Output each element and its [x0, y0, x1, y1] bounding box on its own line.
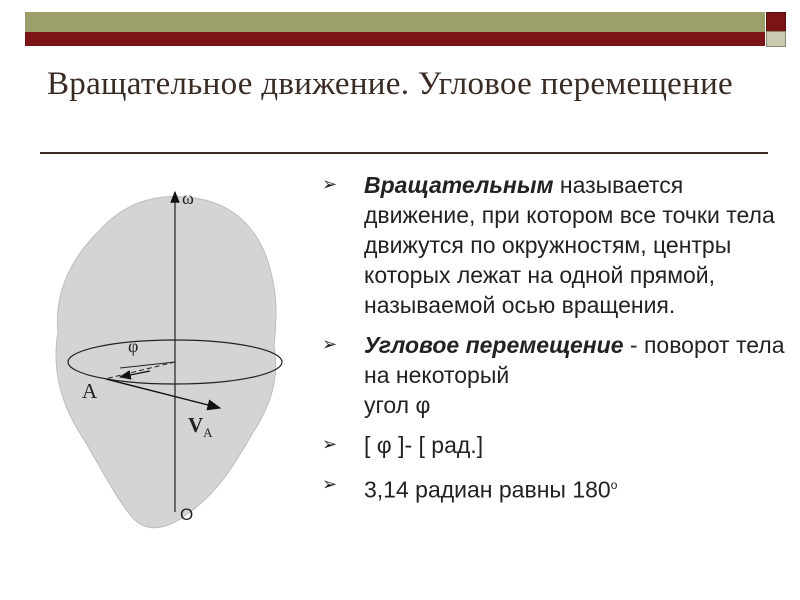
bullet-item — [322, 330, 792, 420]
phi-label: φ — [128, 336, 139, 356]
bullet-text: 3,14 радиан равны 180 — [364, 476, 611, 503]
bullet-text: [ φ ]- [ рад.] — [364, 432, 484, 458]
slide-title: Вращательное движение. Угловое перемещение — [47, 66, 733, 102]
header-bar-maroon — [25, 32, 765, 46]
bullet-list — [322, 170, 792, 515]
header-bar-olive — [25, 12, 765, 32]
omega-label: ω — [182, 188, 194, 208]
bullet-text-line2: угол φ — [364, 392, 431, 418]
bullet-text: - поворот тела на некоторый — [364, 332, 785, 388]
corner-decoration — [766, 12, 786, 32]
arrowhead-bullet-icon: ➢ — [322, 334, 338, 355]
title-divider — [40, 152, 768, 154]
bullet-item — [322, 430, 792, 460]
arrowhead-bullet-icon: ➢ — [322, 474, 338, 495]
axis-origin-label: O — [180, 505, 194, 524]
bullet-emphasis: Вращательным — [364, 172, 554, 198]
rigid-body-shape — [56, 197, 276, 528]
arrowhead-bullet-icon: ➢ — [322, 434, 338, 455]
bullet-item — [322, 170, 792, 320]
rotation-diagram — [40, 172, 320, 552]
bullet-item — [322, 470, 792, 505]
point-a-label: A — [82, 379, 98, 403]
degree-superscript: о — [610, 478, 618, 492]
bullet-text: называется движение, при котором все точки тела движутся по окружностям, центры которых лежат на одной прямой, называемой осью вращения. — [364, 172, 775, 318]
arrowhead-bullet-icon: ➢ — [322, 174, 338, 195]
corner-decoration-lower — [766, 31, 786, 47]
velocity-label: $V_A$ — [188, 413, 213, 440]
bullet-emphasis: Угловое перемещение — [364, 332, 624, 358]
